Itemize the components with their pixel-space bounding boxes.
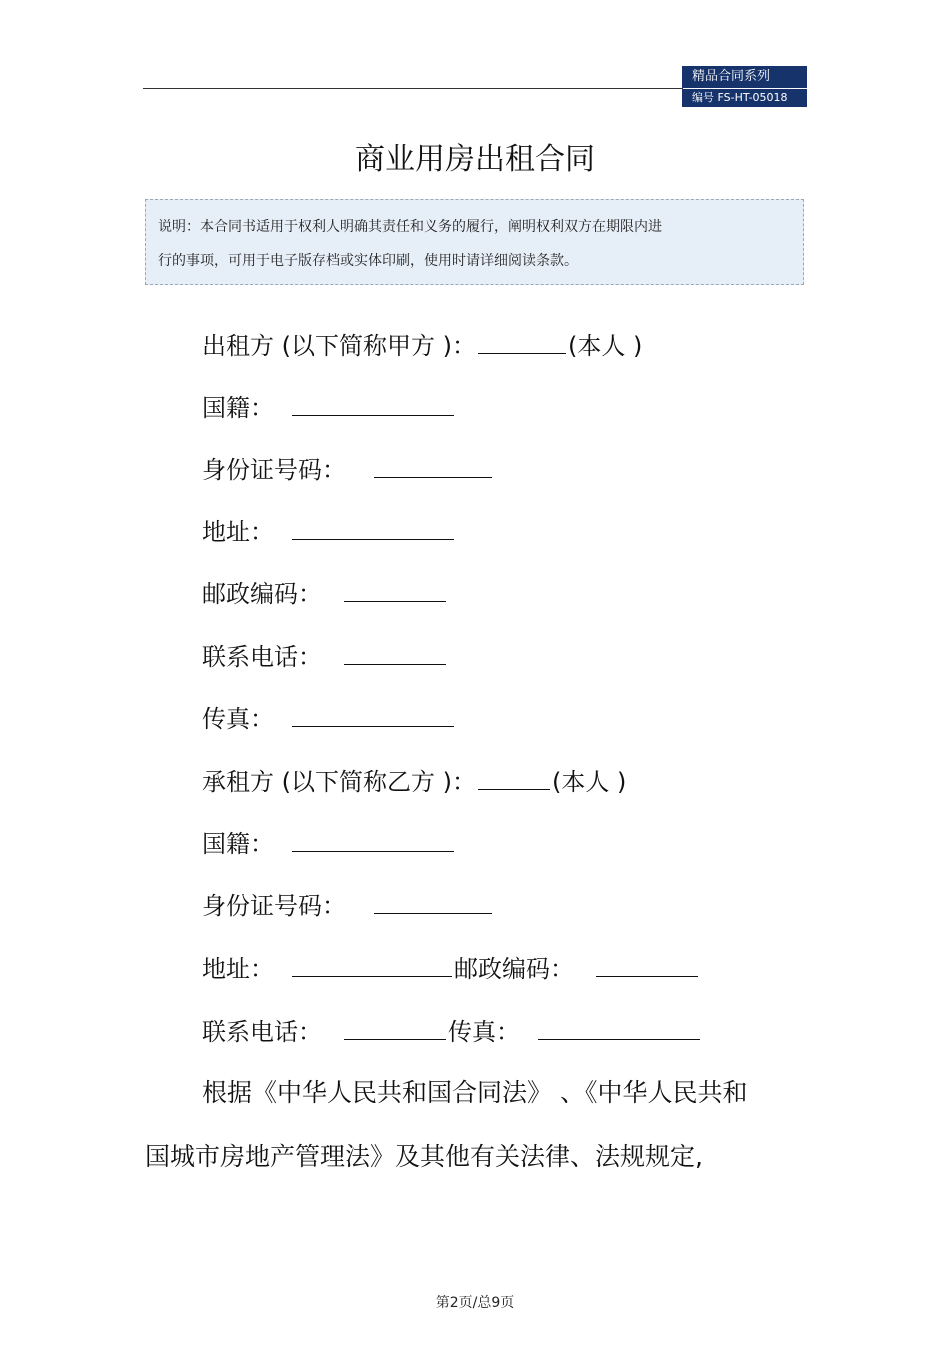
lessor-party-line: [202, 326, 642, 361]
lessor-fax-label: 传真：: [202, 705, 274, 733]
lessor-nationality-blank[interactable]: [292, 389, 454, 416]
lessee-id-line: [202, 886, 494, 921]
lessee-postal-blank[interactable]: [596, 950, 698, 977]
lessor-postal-label: 邮政编码：: [202, 580, 322, 608]
lessee-id-blank[interactable]: [374, 887, 492, 914]
lessee-nationality-line: [202, 824, 456, 859]
note-line-2: 行的事项，可用于电子版存档或实体印刷，使用时请详细阅读条款。: [158, 253, 578, 269]
lessee-address-blank[interactable]: [292, 950, 452, 977]
lessor-id-line: [202, 450, 494, 485]
body-line-1: 根据《中华人民共和国合同法》 、《中华人民共和: [202, 1078, 748, 1107]
lessor-phone-blank[interactable]: [344, 638, 446, 665]
lessee-phone-label: 联系电话：: [202, 1018, 322, 1046]
lessor-postal-blank[interactable]: [344, 575, 446, 602]
lessee-party-label: 承租方 (以下简称乙方 )：: [202, 768, 476, 796]
lessee-phone-blank[interactable]: [344, 1013, 446, 1040]
lessor-address-label: 地址：: [202, 518, 274, 546]
lessee-party-line: [202, 762, 626, 797]
lessor-nationality-line: [202, 388, 456, 423]
lessee-phone-fax-line: [202, 1012, 702, 1047]
lessee-address-label: 地址：: [202, 955, 274, 983]
lessor-fax-blank[interactable]: [292, 700, 454, 727]
note-line-1: 说明：本合同书适用于权利人明确其责任和义务的履行，阐明权利双方在期限内进: [158, 219, 662, 235]
header-rule: [143, 88, 683, 89]
code-badge: 编号 FS-HT-05018: [682, 89, 807, 107]
lessor-self-label: (本人 ): [567, 332, 643, 360]
lessor-id-label: 身份证号码：: [202, 456, 346, 484]
series-badge: 精品合同系列: [682, 66, 807, 88]
lessor-id-blank[interactable]: [374, 451, 492, 478]
body-line-2: 国城市房地产管理法》及其他有关法律、法规规定,: [145, 1142, 703, 1171]
lessee-fax-label: 传真：: [448, 1018, 520, 1046]
lessor-nationality-label: 国籍：: [202, 394, 274, 422]
lessor-phone-line: [202, 637, 448, 672]
lessee-nationality-label: 国籍：: [202, 830, 274, 858]
page-title: 商业用房出租合同: [355, 142, 595, 177]
lessee-fax-blank[interactable]: [538, 1013, 700, 1040]
note-box: [145, 199, 804, 285]
lessee-postal-label: 邮政编码：: [454, 955, 574, 983]
lessor-fax-line: [202, 699, 456, 734]
lessor-phone-label: 联系电话：: [202, 643, 322, 671]
lessee-id-label: 身份证号码：: [202, 892, 346, 920]
lessor-party-label: 出租方 (以下简称甲方 )：: [202, 332, 476, 360]
lessee-nationality-blank[interactable]: [292, 825, 454, 852]
page-footer: 第2页/总9页: [435, 1295, 515, 1311]
lessee-party-blank[interactable]: [478, 763, 550, 790]
lessee-self-label: (本人 ): [551, 768, 627, 796]
lessor-postal-line: [202, 574, 448, 609]
lessee-address-postal-line: [202, 949, 700, 984]
lessor-party-blank[interactable]: [478, 327, 566, 354]
lessor-address-line: [202, 512, 456, 547]
lessor-address-blank[interactable]: [292, 513, 454, 540]
